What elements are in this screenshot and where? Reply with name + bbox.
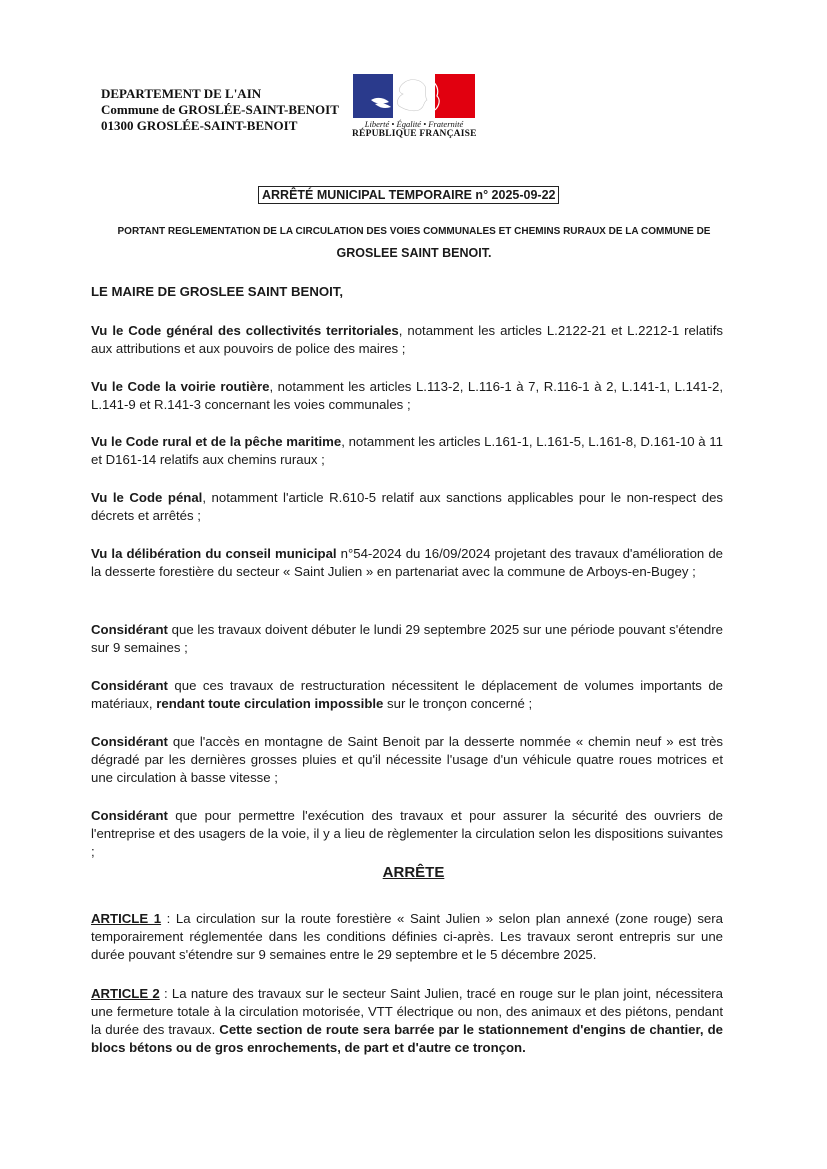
article-label: ARTICLE 2 <box>91 986 160 1001</box>
arrete-subtitle: PORTANT REGLEMENTATION DE LA CIRCULATION DES VOIES COMMUNALES ET CHEMINS RURAUX DE LA COMMUNE DE <box>117 226 711 237</box>
vu-paragraph <box>91 545 723 581</box>
considerant-paragraph <box>91 807 723 861</box>
article-label: ARTICLE 1 <box>91 911 162 926</box>
considerant-text: que pour permettre l'exécution des travaux et pour assurer la sécurité des ouvriers de l'entreprise et des usagers de la voie, il y a lieu de règlementer la circulation selon les dispositions suivantes ; <box>91 808 723 859</box>
republique-logo <box>352 74 476 139</box>
marianne-flag-icon <box>353 74 475 118</box>
arrete-title: ARRÊTÉ MUNICIPAL TEMPORAIRE n° 2025-09-22 <box>258 186 559 204</box>
vu-text: , notamment les articles L.161-1, L.161-5, L.161-8, D.161-10 à 11 et D161-14 relatifs aux chemins ruraux ; <box>91 434 723 467</box>
article-1 <box>91 910 723 964</box>
article-text: : La nature des travaux sur le secteur Saint Julien, tracé en rouge sur le plan joint, nécessitera une fermeture totale à la circulation motorisée, VTT électrique ou non, des animaux et des piétons, pendant la durée des travaux. <box>91 986 724 1037</box>
considerant-label: Considérant <box>91 622 168 637</box>
vu-text: , notamment les articles L.113-2, L.116-1 à 7, R.116-1 à 2, L.141-1, L.141-2, L.141-9 et R.141-3 concernant les voies communales ; <box>91 379 723 412</box>
considerant-text: que les travaux doivent débuter le lundi 29 septembre 2025 sur une période pouvant s'étendre sur 9 semaines ; <box>91 622 723 655</box>
issuer-block <box>101 86 339 134</box>
considerant-label: Considérant <box>91 678 168 693</box>
considerant-paragraph <box>91 733 723 787</box>
issuer-commune: Commune de GROSLÉE-SAINT-BENOIT <box>101 102 339 117</box>
vu-paragraph <box>91 378 723 414</box>
vu-label: Vu le Code rural et de la pêche maritime <box>91 434 342 449</box>
article-2 <box>91 985 723 1057</box>
considerant-text: sur le tronçon concerné ; <box>383 696 533 711</box>
vu-paragraph <box>91 322 723 358</box>
vu-label: Vu la délibération du conseil municipal <box>91 546 337 561</box>
vu-text: , notamment l'article R.610-5 relatif aux sanctions applicables pour le non-respect des décrets et arrêtés ; <box>91 490 724 523</box>
considerant-label: Considérant <box>91 808 168 823</box>
vu-text: , notamment les articles L.2122-21 et L.2212-1 relatifs aux attributions et aux pouvoirs de police des maires ; <box>91 323 723 356</box>
vu-paragraph <box>91 433 723 469</box>
vu-label: Vu le Code la voirie routière <box>91 379 270 394</box>
considerant-text: que ces travaux de restructuration nécessitent le déplacement de volumes importants de matériaux, <box>91 678 723 711</box>
vu-label: Vu le Code pénal <box>91 490 203 505</box>
republique-motto: Liberté • Égalité • Fraternité <box>364 119 464 129</box>
article-emphasis: Cette section de route sera barrée par le stationnement d'engins de chantier, de blocs bétons ou de gros enrochements, de part et d'autre ce tronçon. <box>91 1022 723 1055</box>
maire-heading: LE MAIRE DE GROSLEE SAINT BENOIT, <box>91 284 344 299</box>
vu-text: n°54-2024 du 16/09/2024 projetant des travaux d'amélioration de la desserte forestière du secteur « Saint Julien » en partenariat avec la commune de Arboys-en-Bugey ; <box>91 546 723 579</box>
considerant-paragraph <box>91 677 723 713</box>
arrete-subtitle-commune: GROSLEE SAINT BENOIT. <box>336 246 492 260</box>
considerant-text: que l'accès en montagne de Saint Benoit par la desserte nommée « chemin neuf » est très dégradé par les dernières grosses pluies et qu'il nécessite l'usage d'un véhicule quatre roues motrices et une circulation à basse vitesse ; <box>91 734 723 785</box>
considerant-label: Considérant <box>91 734 168 749</box>
article-text: : La circulation sur la route forestière « Saint Julien » selon plan annexé (zone rouge) sera temporairement réglementée dans les conditions définies ci-après. Les travaux seront entrepris sur une durée pouvant s'étendre sur 9 semaines entre le 29 septembre et le 5 décembre 2025. <box>91 911 723 962</box>
considerant-paragraph <box>91 621 723 657</box>
vu-paragraph <box>91 489 723 525</box>
considerant-emphasis: rendant toute circulation impossible <box>156 696 384 711</box>
arrete-heading: ARRÊTE <box>382 864 445 881</box>
issuer-department: DEPARTEMENT DE L'AIN <box>101 86 262 101</box>
republique-label: RÉPUBLIQUE FRANÇAISE <box>352 129 477 139</box>
vu-label: Vu le Code général des collectivités territoriales <box>91 323 399 338</box>
issuer-address: 01300 GROSLÉE-SAINT-BENOIT <box>101 118 298 133</box>
